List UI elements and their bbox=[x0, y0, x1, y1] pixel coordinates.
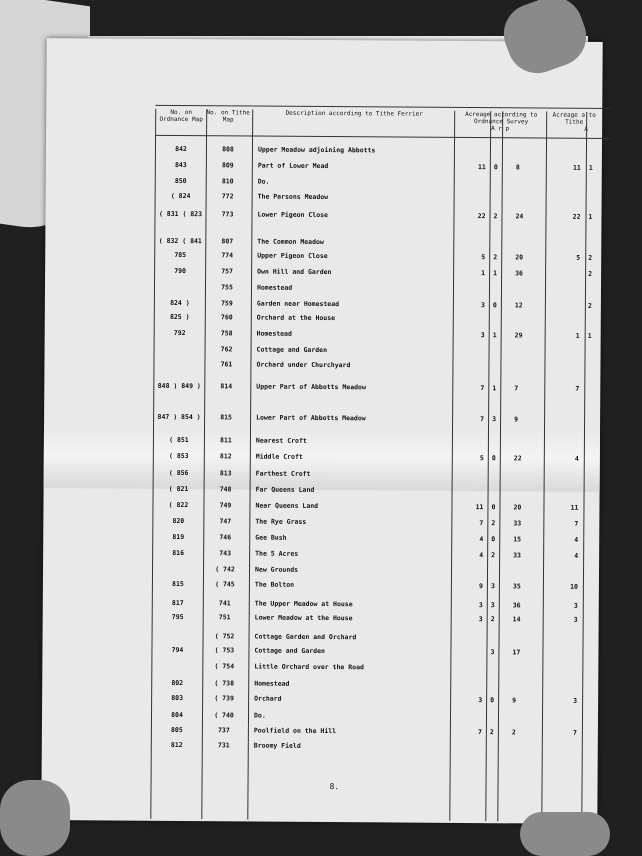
description-cell: Far Queens Land bbox=[255, 485, 315, 494]
description-cell: Gee Bush bbox=[255, 533, 287, 542]
tithe-no-cell: 757 bbox=[221, 267, 234, 276]
table-row bbox=[45, 328, 601, 344]
tithe-no-cell: ( 754 bbox=[214, 662, 235, 671]
description-cell: Nearest Croft bbox=[255, 436, 307, 445]
perches-os-cell: 7 bbox=[514, 384, 519, 393]
table-row bbox=[45, 298, 601, 314]
tithe-no-cell: 760 bbox=[220, 313, 233, 322]
roods-os-cell: 0 bbox=[491, 503, 496, 512]
description-cell: Broomy Field bbox=[253, 741, 301, 750]
roods-os-cell: 2 bbox=[490, 615, 495, 624]
ordnance-no-cell: 790 bbox=[174, 266, 187, 276]
tithe-no-cell: 772 bbox=[221, 192, 234, 201]
description-cell: Cottage and Garden bbox=[254, 646, 325, 656]
tithe-no-cell: 748 bbox=[219, 485, 232, 494]
description-cell: Upper Pigeon Close bbox=[257, 251, 328, 261]
ordnance-no-cell: ( 851 bbox=[169, 435, 189, 445]
ordnance-no-cell: 842 bbox=[175, 144, 187, 154]
description-cell: Homestead bbox=[254, 679, 290, 688]
description-cell: The Bolton bbox=[254, 580, 295, 589]
perches-os-cell: 22 bbox=[513, 454, 522, 463]
tithe-no-cell: 762 bbox=[220, 345, 233, 354]
ordnance-no-cell: 795 bbox=[171, 612, 184, 622]
table-row bbox=[44, 484, 600, 500]
ordnance-no-cell: 843 bbox=[174, 160, 187, 170]
tithe-no-cell: 731 bbox=[217, 741, 230, 750]
table-row bbox=[45, 282, 601, 298]
acres-tithe-cell: 7 bbox=[574, 519, 579, 528]
description-cell: Garden near Homestead bbox=[256, 299, 340, 309]
tithe-no-cell: ( 738 bbox=[214, 679, 235, 688]
roods-os-cell: 0 bbox=[493, 163, 498, 172]
tithe-no-cell: ( 740 bbox=[214, 711, 234, 720]
roods-os-cell: 2 bbox=[493, 212, 498, 221]
perches-os-cell: 24 bbox=[515, 212, 524, 221]
roods-os-cell: 1 bbox=[493, 269, 498, 278]
page-number: 8. bbox=[329, 782, 340, 792]
table-row bbox=[43, 598, 599, 614]
roods-os-cell: 0 bbox=[490, 696, 495, 705]
table-row bbox=[42, 645, 598, 661]
acres-os-cell: 11 bbox=[475, 503, 484, 512]
ordnance-no-cell: 803 bbox=[171, 693, 184, 703]
acres-tithe-cell: 22 bbox=[572, 212, 581, 221]
tithe-no-cell: 808 bbox=[222, 145, 234, 154]
table-row bbox=[45, 344, 601, 360]
tithe-no-cell: 761 bbox=[220, 360, 233, 369]
roods-os-cell: 2 bbox=[491, 551, 496, 560]
description-cell: Orchard bbox=[254, 694, 282, 703]
perches-os-cell: 9 bbox=[514, 415, 519, 424]
ordnance-no-cell: ( 853 bbox=[168, 451, 189, 461]
tithe-no-cell: 810 bbox=[221, 177, 234, 186]
acres-os-cell: 5 bbox=[479, 454, 484, 463]
roods-tithe-cell: 2 bbox=[588, 269, 593, 278]
description-cell: Cottage Garden and Orchard bbox=[254, 632, 357, 642]
ordnance-no-cell: 848 ) 849 ) bbox=[157, 381, 201, 391]
acres-os-cell: 7 bbox=[477, 728, 482, 737]
roods-tithe-cell: 1 bbox=[588, 212, 593, 221]
tithe-no-cell: ( 752 bbox=[214, 632, 235, 641]
tithe-no-cell: ( 745 bbox=[215, 580, 235, 589]
description-cell: Orchard at the House bbox=[256, 313, 336, 323]
acres-tithe-cell: 4 bbox=[574, 551, 579, 560]
table-row bbox=[44, 381, 600, 397]
table-row bbox=[43, 500, 599, 516]
description-cell: Upper Part of Abbotts Meadow bbox=[256, 382, 366, 392]
acres-os-cell: 3 bbox=[478, 601, 483, 610]
table-row bbox=[42, 678, 598, 694]
description-cell: The Common Meadow bbox=[257, 237, 324, 247]
description-cell: Own Hill and Garden bbox=[257, 267, 332, 277]
acres-os-cell: 4 bbox=[479, 551, 484, 560]
perches-os-cell: 8 bbox=[515, 163, 520, 172]
acres-tithe-cell: 7 bbox=[572, 728, 577, 737]
ordnance-no-cell: 804 bbox=[171, 710, 183, 720]
ordnance-no-cell: 825 ) bbox=[169, 312, 190, 322]
description-cell: Farthest Croft bbox=[255, 469, 311, 478]
document-page bbox=[41, 38, 602, 824]
acres-tithe-cell: 4 bbox=[574, 454, 579, 463]
acres-os-cell: 3 bbox=[480, 301, 485, 310]
tithe-no-cell: 814 bbox=[220, 382, 233, 391]
ordnance-no-cell: 794 bbox=[171, 645, 184, 655]
tithe-no-cell: 815 bbox=[220, 413, 232, 422]
description-cell: Do. bbox=[257, 177, 270, 186]
tithe-no-cell: 755 bbox=[221, 283, 233, 292]
perches-os-cell: 17 bbox=[512, 648, 521, 657]
table-row bbox=[45, 312, 601, 328]
tithe-no-cell: 774 bbox=[221, 251, 234, 260]
table-row bbox=[42, 693, 598, 709]
acres-os-cell: 9 bbox=[478, 582, 483, 591]
ordnance-no-cell: ( 824 bbox=[170, 191, 191, 201]
table-header-line bbox=[155, 135, 610, 139]
table-row bbox=[45, 250, 601, 266]
tithe-no-cell: 746 bbox=[219, 533, 232, 542]
description-cell: Poolfield on the Hill bbox=[253, 726, 337, 736]
description-cell: Lower Part of Abbotts Meadow bbox=[256, 413, 366, 423]
description-cell: Middle Croft bbox=[255, 452, 303, 461]
acres-tithe-cell: 10 bbox=[570, 582, 578, 591]
description-cell: The Rye Grass bbox=[255, 517, 307, 526]
table-row bbox=[45, 266, 601, 282]
roods-tithe-cell: 2 bbox=[588, 253, 593, 262]
roods-os-cell: 1 bbox=[492, 331, 497, 340]
description-cell: Near Queens Land bbox=[255, 501, 319, 510]
ordnance-no-cell: 785 bbox=[174, 250, 187, 260]
table-row bbox=[43, 612, 599, 628]
header-acreage-os: Acreage according to Ordnance Survey bbox=[465, 110, 538, 126]
table-row bbox=[42, 710, 598, 726]
hand-bottom-right bbox=[520, 812, 610, 856]
description-cell: Do. bbox=[253, 711, 266, 720]
ordnance-no-cell: 816 bbox=[172, 548, 185, 558]
table-row bbox=[43, 631, 599, 647]
ordnance-no-cell: 850 bbox=[174, 176, 187, 186]
hand-bottom-left bbox=[0, 780, 70, 856]
tithe-no-cell: 759 bbox=[220, 299, 233, 308]
perches-os-cell: 14 bbox=[512, 615, 521, 624]
acres-tithe-cell: 3 bbox=[573, 601, 578, 610]
perches-os-cell: 33 bbox=[513, 519, 522, 528]
roods-os-cell: 3 bbox=[490, 582, 495, 591]
acres-os-cell: 4 bbox=[479, 535, 484, 544]
tithe-no-cell: 747 bbox=[219, 517, 232, 526]
ordnance-no-cell: ( 832 ( 841 bbox=[158, 236, 202, 246]
header-description: Description according to Tithe Ferrier bbox=[285, 109, 423, 118]
ordnance-no-cell: ( 822 bbox=[168, 500, 189, 510]
tithe-no-cell: 807 bbox=[221, 237, 234, 246]
description-cell: Part of Lower Mead bbox=[257, 161, 329, 171]
tithe-no-cell: 811 bbox=[220, 436, 232, 445]
table-row bbox=[42, 740, 598, 756]
ordnance-no-cell: ( 831 ( 823 bbox=[158, 209, 203, 219]
roods-os-cell: 2 bbox=[491, 519, 496, 528]
acres-os-cell: 11 bbox=[477, 163, 486, 172]
acres-tithe-cell: 4 bbox=[574, 535, 579, 544]
table-row bbox=[46, 144, 602, 160]
table-row bbox=[46, 160, 602, 176]
ordnance-no-cell: 812 bbox=[170, 740, 183, 750]
table-row bbox=[46, 176, 602, 192]
table-row bbox=[43, 516, 599, 532]
perches-os-cell: 12 bbox=[514, 301, 523, 310]
ordnance-no-cell: 805 bbox=[171, 725, 183, 735]
table-row bbox=[43, 532, 599, 548]
description-cell: Homestead bbox=[256, 283, 293, 292]
header-acreage-tithe: Acreage a to Tithe bbox=[552, 111, 596, 126]
header-tithe-map: No. on Tithe Map bbox=[206, 109, 250, 124]
table-row bbox=[45, 236, 601, 252]
table-row bbox=[42, 661, 598, 677]
acres-tithe-cell: 3 bbox=[573, 696, 578, 705]
roods-os-cell: 2 bbox=[493, 253, 498, 262]
tithe-no-cell: 741 bbox=[218, 599, 231, 608]
acres-tithe-cell: 1 bbox=[575, 331, 580, 340]
ordnance-no-cell: 820 bbox=[172, 516, 185, 526]
roods-os-cell: 0 bbox=[492, 301, 497, 310]
acres-tithe-cell: 3 bbox=[573, 615, 578, 624]
ordnance-no-cell: ( 821 bbox=[168, 484, 189, 494]
description-cell: The Parsons Meadow bbox=[257, 192, 329, 202]
table-row bbox=[43, 548, 599, 564]
header-acreage-os-units: A r p bbox=[491, 125, 510, 133]
acres-tithe-cell: 11 bbox=[572, 163, 581, 172]
acres-tithe-cell: 11 bbox=[570, 503, 579, 512]
tithe-no-cell: 813 bbox=[219, 469, 232, 478]
perches-os-cell: 15 bbox=[513, 535, 522, 544]
description-cell: New Grounds bbox=[255, 565, 299, 574]
table-row bbox=[43, 564, 599, 580]
roods-tithe-cell: 2 bbox=[587, 301, 592, 310]
roods-tithe-cell: 1 bbox=[587, 331, 592, 340]
description-cell: The Upper Meadow at House bbox=[254, 599, 353, 609]
roods-os-cell: 3 bbox=[492, 415, 497, 424]
acres-os-cell: 7 bbox=[479, 519, 484, 528]
acres-os-cell: 3 bbox=[478, 696, 483, 705]
tithe-no-cell: 758 bbox=[220, 329, 233, 338]
perches-os-cell: 36 bbox=[512, 601, 521, 610]
tithe-no-cell: 737 bbox=[218, 726, 230, 735]
ordnance-no-cell: 824 ) bbox=[170, 298, 190, 308]
acres-os-cell: 22 bbox=[477, 212, 486, 221]
acres-os-cell: 3 bbox=[478, 615, 483, 624]
perches-os-cell: 9 bbox=[512, 696, 517, 705]
perches-os-cell: 36 bbox=[515, 269, 523, 278]
perches-os-cell: 20 bbox=[515, 253, 524, 262]
roods-os-cell: 1 bbox=[492, 384, 497, 393]
description-cell: Lower Pigeon Close bbox=[257, 210, 328, 220]
roods-os-cell: 0 bbox=[491, 535, 496, 544]
table-row bbox=[44, 412, 600, 428]
tithe-no-cell: 743 bbox=[219, 549, 232, 558]
tithe-no-cell: ( 742 bbox=[215, 565, 235, 574]
roods-os-cell: 2 bbox=[489, 728, 494, 737]
perches-os-cell: 33 bbox=[513, 551, 521, 560]
tithe-no-cell: ( 739 bbox=[214, 694, 234, 703]
header-acreage-tithe-units: A bbox=[584, 125, 588, 133]
description-cell: Homestead bbox=[256, 329, 292, 338]
ordnance-no-cell: 792 bbox=[173, 328, 186, 338]
table-row bbox=[44, 359, 600, 375]
roods-os-cell: 3 bbox=[490, 601, 495, 610]
acres-tithe-cell: 7 bbox=[575, 384, 580, 393]
ordnance-no-cell: 802 bbox=[171, 678, 184, 688]
ordnance-no-cell: 815 bbox=[172, 579, 184, 589]
roods-os-cell: 3 bbox=[490, 648, 495, 657]
description-cell: Lower Meadow at the House bbox=[254, 613, 353, 623]
tithe-no-cell: 751 bbox=[218, 613, 231, 622]
roods-os-cell: 0 bbox=[491, 454, 496, 463]
perches-os-cell: 29 bbox=[514, 331, 523, 340]
description-cell: Upper Meadow adjoining Abbotts bbox=[257, 145, 376, 155]
perches-os-cell: 35 bbox=[512, 582, 521, 591]
ordnance-no-cell: 819 bbox=[172, 532, 185, 542]
ordnance-no-cell: 847 ) 854 ) bbox=[157, 412, 201, 422]
roods-tithe-cell: 1 bbox=[588, 163, 593, 172]
tithe-no-cell: ( 753 bbox=[214, 646, 235, 655]
table-row bbox=[46, 191, 602, 207]
description-cell: Little Orchard over the Road bbox=[254, 662, 364, 672]
ordnance-no-cell: 817 bbox=[171, 598, 184, 608]
acres-os-cell: 7 bbox=[480, 415, 485, 424]
description-cell: Orchard under Churchyard bbox=[256, 360, 351, 370]
header-ordnance-map: No. on Ordnance Map bbox=[159, 108, 203, 124]
ordnance-no-cell: ( 856 bbox=[168, 468, 189, 478]
perches-os-cell: 20 bbox=[513, 503, 522, 512]
acres-os-cell: 1 bbox=[481, 269, 486, 278]
acres-os-cell: 5 bbox=[481, 253, 486, 262]
description-cell: The 5 Acres bbox=[255, 549, 299, 558]
table-row bbox=[42, 725, 598, 741]
table-row bbox=[43, 579, 599, 595]
tithe-no-cell: 749 bbox=[219, 501, 232, 510]
tithe-no-cell: 809 bbox=[221, 161, 234, 170]
acres-os-cell: 7 bbox=[480, 384, 485, 393]
tithe-no-cell: 812 bbox=[219, 452, 232, 461]
tithe-no-cell: 773 bbox=[221, 210, 234, 219]
table-row bbox=[45, 209, 601, 225]
perches-os-cell: 2 bbox=[511, 728, 516, 737]
description-cell: Cottage and Garden bbox=[256, 345, 328, 355]
acres-tithe-cell: 5 bbox=[576, 253, 581, 262]
acres-os-cell: 3 bbox=[480, 331, 485, 340]
